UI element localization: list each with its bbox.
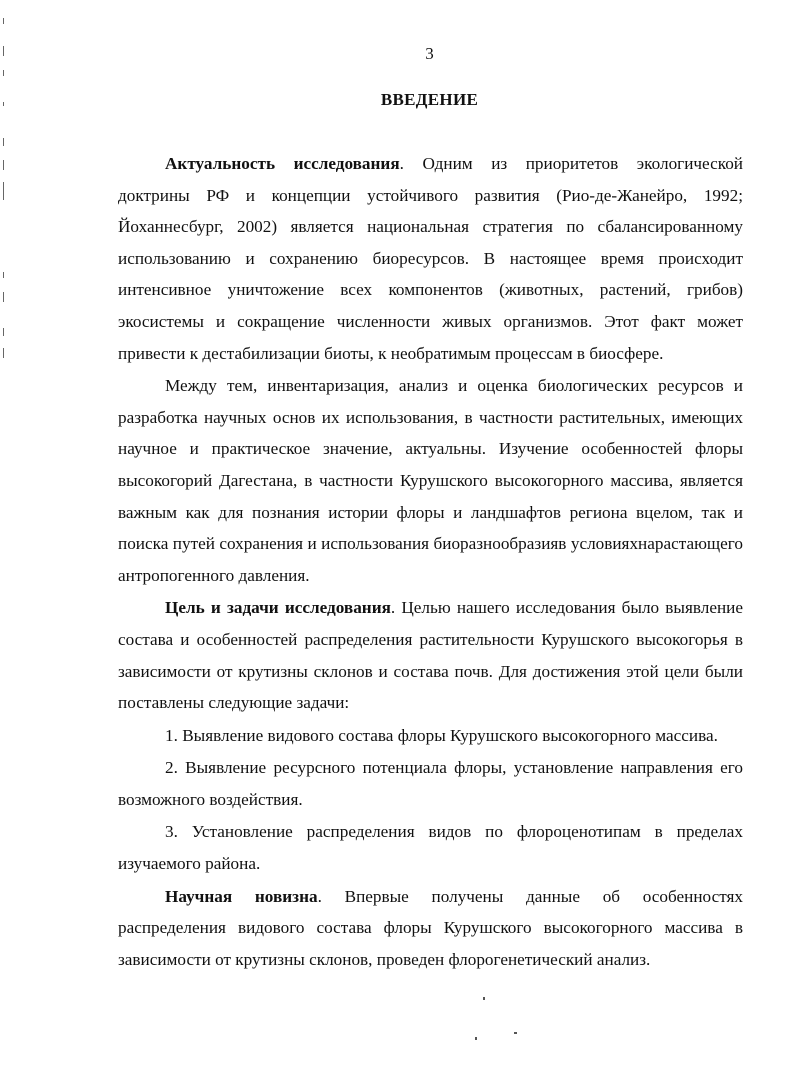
paragraph-goal [118, 592, 743, 718]
paragraph-novelty [118, 881, 743, 976]
paragraph-relevance [118, 148, 743, 369]
lead-goal: Цель и задачи исследования [165, 598, 391, 618]
task-item-1: 1. Выявление видового состава флоры Курушского высокогорного массива. [165, 725, 718, 745]
page-heading: ВВЕДЕНИЕ [380, 90, 479, 109]
paragraph-relevance-continued [118, 370, 743, 591]
scan-speck [483, 997, 485, 1000]
text-relevance-continued: Между тем, инвентаризация, анализ и оценка биологических ресурсов и разработка научных основ их использования, в частности растительных, имеющих научное и практическое значение, актуальны. Изучение особенностей флоры высокогорий Дагестана, в частности Курушского высокогорного массива, является важным как для познания истории флоры и ландшафтов региона вцелом, так и поиска путей сохранения и использования биоразнообразияв условияхнарастающего антропогенного давления. [118, 376, 743, 585]
page-number: 3 [425, 44, 434, 63]
task-item-2: 2. Выявление ресурсного потенциала флоры, установление направления его возможного воздействия. [118, 758, 743, 809]
text-goal: . Целью нашего исследования было выявление состава и особенностей распределения растительности Курушского высокогорья в зависимости от крутизны склонов и состава почв. Для достижения этой цели были поставлены следующие задачи: [118, 598, 743, 713]
scan-speck [475, 1037, 477, 1040]
lead-novelty: Научная новизна [165, 886, 318, 906]
lead-relevance: Актуальность исследования [165, 154, 400, 173]
text-novelty: . Впервые получены данные об особенностях распределения видового состава флоры Курушского высокогорного массива в зависимости от крутизны склонов, проведен флорогенетический анализ. [118, 886, 743, 969]
text-relevance: . Одним из приоритетов экологической доктрины РФ и концепции устойчивого развития (Рио-де-Жанейро, 1992; Йоханнесбург, 2002) является национальная стратегия по сбалансированному использованию и сохранению биоресурсов. В настоящее время происходит интенсивное уничтожение всех компонентов (животных, растений, грибов) экосистемы и сокращение численности живых организмов. Этот факт может привести к дестабилизации биоты, к необратимым процессам в биосфере. [118, 154, 744, 363]
task-item-3: 3. Установление распределения видов по флороценотипам в пределах изучаемого района. [118, 822, 743, 874]
scan-speck [514, 1032, 517, 1034]
scan-edge-marks [3, 10, 11, 370]
body-text [118, 148, 743, 975]
